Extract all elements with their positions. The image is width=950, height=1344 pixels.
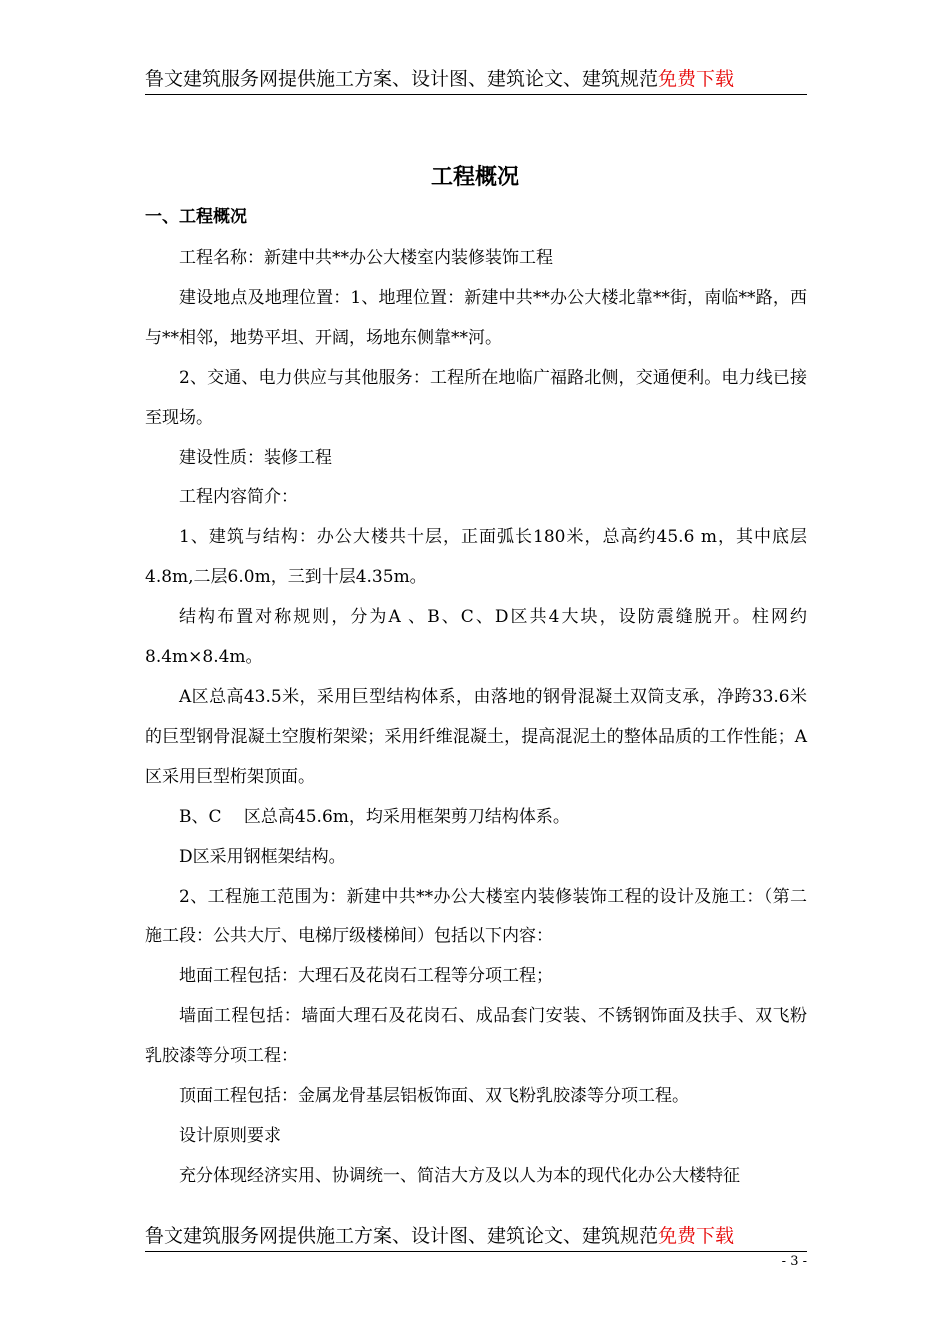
page-header bbox=[145, 66, 807, 95]
paragraph: 建设地点及地理位置：1、地理位置：新建中共**办公大楼北靠**街，南临**路，西与**相邻，地势平坦、开阔，场地东侧靠**河。 bbox=[145, 287, 807, 348]
paragraph: 结构布置对称规则，分为A 、B、C、D区共4大块，设防震缝脱开。柱网约8.4m×8.4m。 bbox=[145, 607, 807, 668]
paragraph: 建设性质：装修工程 bbox=[179, 447, 332, 468]
paragraph: 充分体现经济实用、协调统一、简洁大方及以人为本的现代化办公大楼特征 bbox=[179, 1165, 740, 1186]
paragraph: B、C 区总高45.6m，均采用框架剪刀结构体系。 bbox=[179, 806, 570, 827]
body-text bbox=[145, 239, 807, 1197]
paragraph: D区采用钢框架结构。 bbox=[179, 846, 346, 867]
paragraph: 1、建筑与结构：办公大楼共十层，正面弧长180米，总高约45.6 m，其中底层4.8m,二层6.0m，三到十层4.35m。 bbox=[145, 527, 807, 588]
paragraph: 设计原则要求 bbox=[179, 1125, 281, 1146]
header-text: 鲁文建筑服务网提供施工方案、设计图、建筑论文、建筑规范 bbox=[145, 68, 659, 90]
paragraph: 工程名称：新建中共**办公大楼室内装修装饰工程 bbox=[179, 248, 553, 268]
paragraph: 顶面工程包括：金属龙骨基层铝板饰面、双飞粉乳胶漆等分项工程。 bbox=[179, 1086, 689, 1107]
page-title: 工程概况 bbox=[430, 165, 519, 190]
page-footer bbox=[145, 1223, 807, 1252]
footer-free-download: 免费下载 bbox=[658, 1225, 735, 1247]
header-free-download: 免费下载 bbox=[658, 68, 735, 90]
paragraph: 2、交通、电力供应与其他服务：工程所在地临广福路北侧，交通便利。电力线已接至现场。 bbox=[145, 367, 807, 428]
page-number: - 3 - bbox=[781, 1254, 807, 1269]
paragraph: A区总高43.5米，采用巨型结构体系，由落地的钢骨混凝土双筒支承，净跨33.6米的巨型钢骨混凝土空腹桁架梁；采用纤维混凝土，提高混泥土的整体品质的工作性能；A区采用巨型桁架顶面。 bbox=[145, 686, 807, 787]
paragraph: 工程内容简介： bbox=[179, 487, 298, 508]
paragraph: 2、工程施工范围为：新建中共**办公大楼室内装修装饰工程的设计及施工：（第二施工段：公共大厅、电梯厅级楼梯间）包括以下内容： bbox=[145, 886, 807, 947]
footer-text: 鲁文建筑服务网提供施工方案、设计图、建筑论文、建筑规范 bbox=[145, 1225, 659, 1247]
paragraph: 墙面工程包括：墙面大理石及花岗石、成品套门安装、不锈钢饰面及扶手、双飞粉乳胶漆等分项工程： bbox=[145, 1006, 807, 1067]
section-heading: 一、工程概况 bbox=[145, 207, 247, 227]
paragraph: 地面工程包括：大理石及花岗石工程等分项工程； bbox=[179, 966, 553, 987]
